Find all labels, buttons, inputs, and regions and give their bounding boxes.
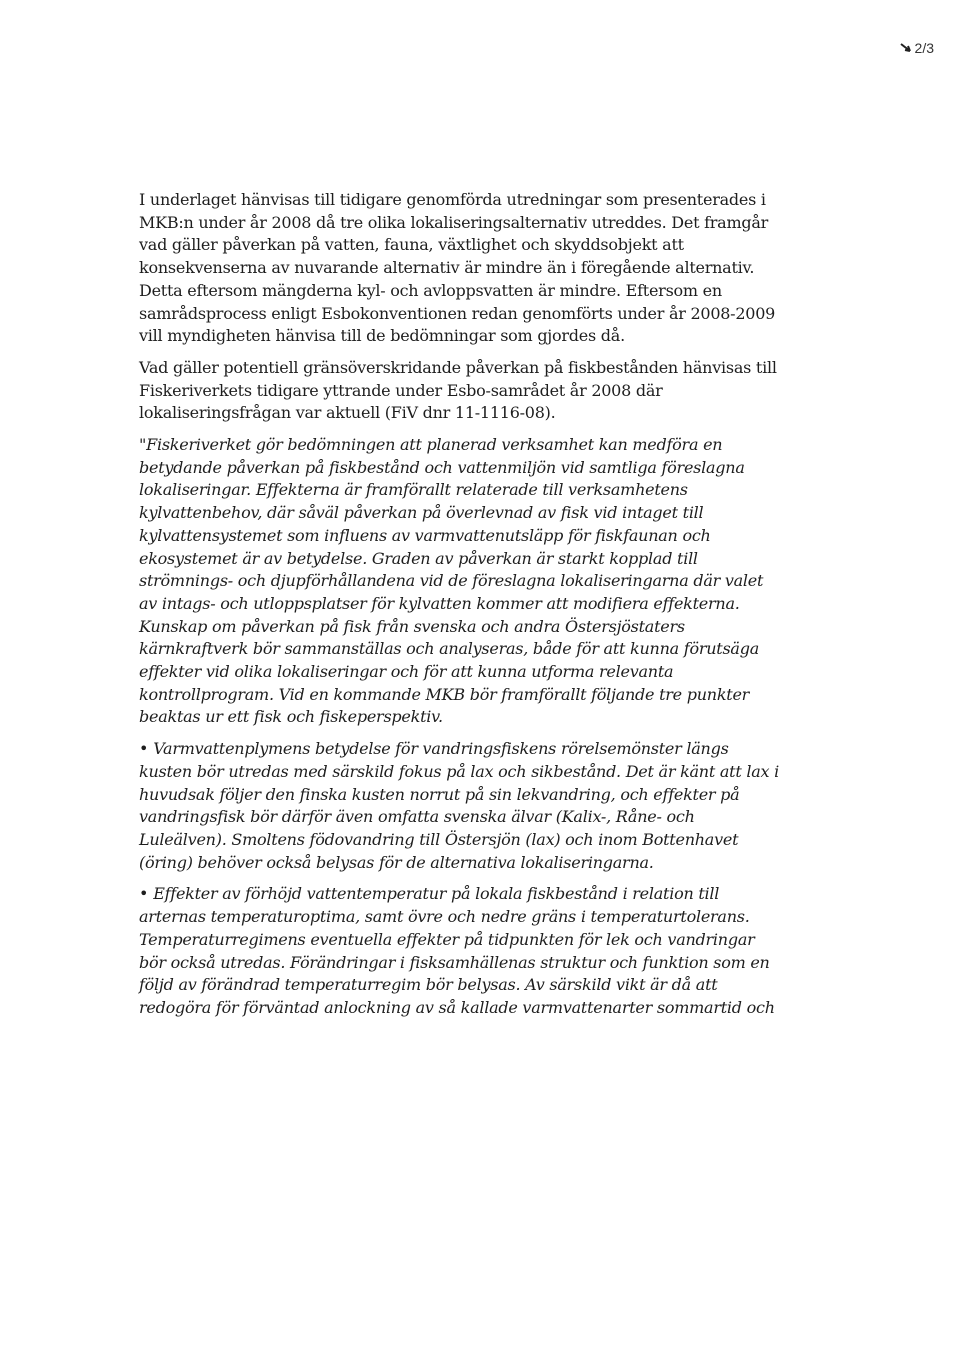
bullet-item [139, 738, 779, 874]
quoted-statement: "Fiskeriverket gör bedömningen att planerad verksamhet kan medföra en betydande påverkan på fiskbestånd och vattenmiljön vid samtliga föreslagna lokaliseringar. Effekterna är framförallt relaterade till verksamhetens kylvattenbehov, där såväl påverkan på överlevnad av fisk vid intaget till kylvattensystemet som influens av varmvattenutsläpp för fiskfaunan och ekosystemet är av betydelse. Graden av påverkan är starkt kopplad till strömnings- och djupförhållandena vid de föreslagna lokaliseringarna där valet av intags- och utloppsplatser för kylvatten kommer att modifiera effekterna. Kunskap om påverkan på fisk från svenska och andra Östersjöstaters kärnkraftverk bör sammanställas och analyseras, både för att kunna förutsäga effekter vid olika lokaliseringar och för att kunna utforma relevanta kontrollprogram. Vid en kommande MKB bör framförallt följande tre punkter beaktas ur ett fisk och fiskeperspektiv. [139, 435, 764, 727]
arrow-mark-icon [900, 42, 912, 54]
bullet-marker: • [139, 739, 149, 759]
bullet-text: Varmvattenplymens betydelse för vandringsfiskens rörelsemönster längs kusten bör utredas med särskild fokus på lax och sikbestånd. Det är känt att lax i huvudsak följer den finska kusten norrut på sin lekvandring, och effekter på vandringsfisk bör därför även omfatta svenska älvar (Kalix-, Råne- och Luleälven). Smoltens födovandring till Östersjön (lax) och inom Bottenhavet (öring) behöver också belysas för de alternativa lokaliseringarna. [139, 739, 779, 872]
page-number-text: 2/3 [914, 40, 934, 56]
bullet-item [139, 883, 779, 1019]
document-body [139, 189, 779, 1020]
bullet-marker: • [139, 884, 149, 904]
bullet-text: Effekter av förhöjd vattentemperatur på lokala fiskbestånd i relation till arternas temperaturoptima, samt övre och nedre gräns i temperaturtolerans. Temperaturregimens eventuella effekter på tidpunkten för lek och vandringar bör också utredas. Förändringar i fisksamhällenas struktur och funktion som en följd av förändrad temperaturregim bör belysas. Av särskild vikt är då att redogöra för förväntad anlockning av så kallade varmvattenarter sommartid och [139, 884, 775, 1017]
paragraph-1: I underlaget hänvisas till tidigare genomförda utredningar som presenterades i MKB:n under år 2008 då tre olika lokaliseringsalternativ utreddes. Det framgår vad gäller påverkan på vatten, fauna, växtlighet och skyddsobjekt att konsekvenserna av nuvarande alternativ är mindre än i föregående alternativ. Detta eftersom mängderna kyl- och avloppsvatten är mindre. Eftersom en samrådsprocess enligt Esbokonventionen redan genomförts under år 2008-2009 vill myndigheten hänvisa till de bedömningar som gjordes då. [139, 190, 776, 346]
paragraph-2: Vad gäller potentiell gränsöverskridande påverkan på fiskbestånden hänvisas till Fiskeriverkets tidigare yttrande under Esbo-samrådet år 2008 där lokaliseringsfrågan var aktuell (FiV dnr 11-1116-08). [139, 357, 777, 423]
page-number [900, 40, 934, 56]
